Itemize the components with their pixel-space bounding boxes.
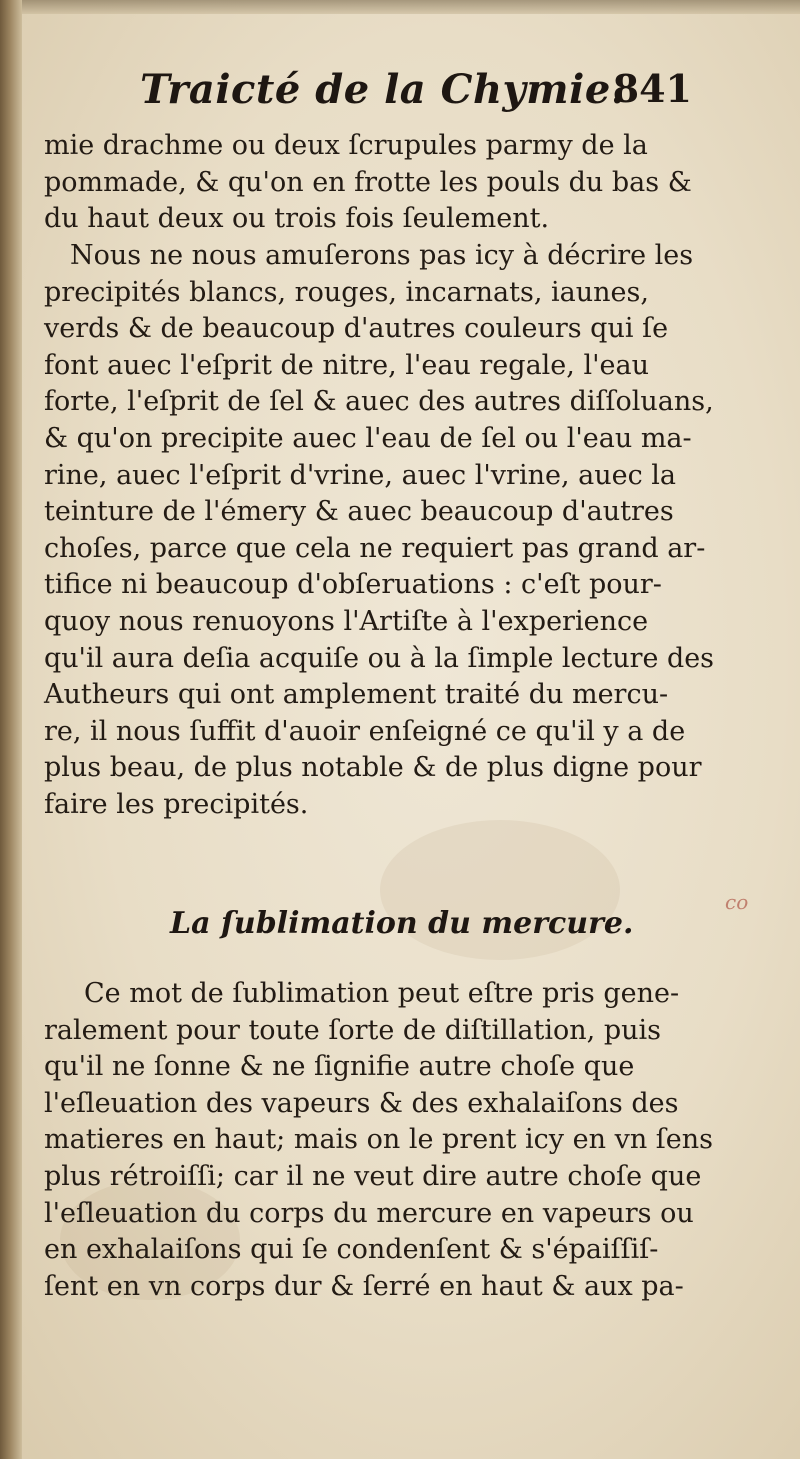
page-number: 841: [612, 66, 692, 111]
text-line: teinture de l'émery & auec beaucoup d'autres: [44, 496, 674, 528]
text-line: qu'il aura deſia acquiſe ou à la ſimple lecture des: [44, 642, 714, 674]
text-line: qu'il ne ſonne & ne ſignifie autre choſe que: [44, 1051, 635, 1083]
book-gutter: [0, 0, 22, 1459]
text-line: re, il nous ſuffit d'auoir enſeigné ce qu'il y a de: [44, 715, 686, 747]
text-line: l'eſleuation des vapeurs & des exhalaiſons des: [44, 1087, 679, 1119]
page-header: [140, 66, 700, 126]
text-line: ralement pour toute ſorte de diſtillation, puis: [44, 1014, 661, 1046]
text-line: precipités blancs, rouges, incarnats, iaunes,: [44, 276, 649, 308]
page-top-edge: [0, 0, 800, 14]
text-line: Nous ne nous amuſerons pas icy à décrire les: [70, 240, 694, 271]
text-line: du haut deux ou trois fois ſeulement.: [44, 203, 550, 235]
text-line: l'eſleuation du corps du mercure en vapeurs ou: [44, 1197, 694, 1229]
text-line: en exhalaiſons qui ſe condenſent & s'épaiſſiſ-: [44, 1234, 659, 1266]
paragraph-3: [44, 976, 714, 1305]
text-line: verds & de beaucoup d'autres couleurs qui ſe: [44, 313, 669, 345]
text-line: faire les precipités.: [44, 788, 309, 820]
text-line: tifice ni beaucoup d'obſeruations : c'eſt pour-: [44, 569, 662, 601]
text-line: rine, auec l'eſprit d'vrine, auec l'vrine, auec la: [44, 459, 677, 491]
text-line: & qu'on precipite auec l'eau de ſel ou l'eau ma-: [44, 422, 692, 454]
text-line: matieres en haut; mais on le prent icy en vn ſens: [44, 1124, 714, 1156]
text-line: forte, l'eſprit de ſel & auec des autres diſſoluans,: [44, 386, 714, 418]
text-line: ſent en vn corps dur & ſerré en haut & aux pa-: [44, 1270, 684, 1302]
paragraph-1: [44, 128, 714, 238]
text-line: Ce mot de ſublimation peut eſtre pris gene-: [84, 978, 680, 1009]
section-heading: La ſublimation du mercure.: [170, 906, 634, 941]
running-title: Traicté de la Chymie.: [140, 66, 626, 113]
margin-note: co: [725, 890, 749, 914]
text-line: quoy nous renuoyons l'Artiſte à l'experience: [44, 605, 649, 637]
text-line: pommade, & qu'on en frotte les pouls du bas &: [44, 166, 692, 198]
text-line: font auec l'eſprit de nitre, l'eau regale, l'eau: [44, 349, 649, 381]
text-line: plus rétroiſſi; car il ne veut dire autre choſe que: [44, 1160, 702, 1192]
paragraph-2: [44, 238, 714, 824]
text-line: Autheurs qui ont amplement traité du mercu-: [44, 679, 669, 711]
text-line: choſes, parce que cela ne requiert pas grand ar-: [44, 532, 706, 564]
text-line: plus beau, de plus notable & de plus digne pour: [44, 752, 702, 784]
text-line: mie drachme ou deux ſcrupules parmy de la: [44, 130, 648, 161]
